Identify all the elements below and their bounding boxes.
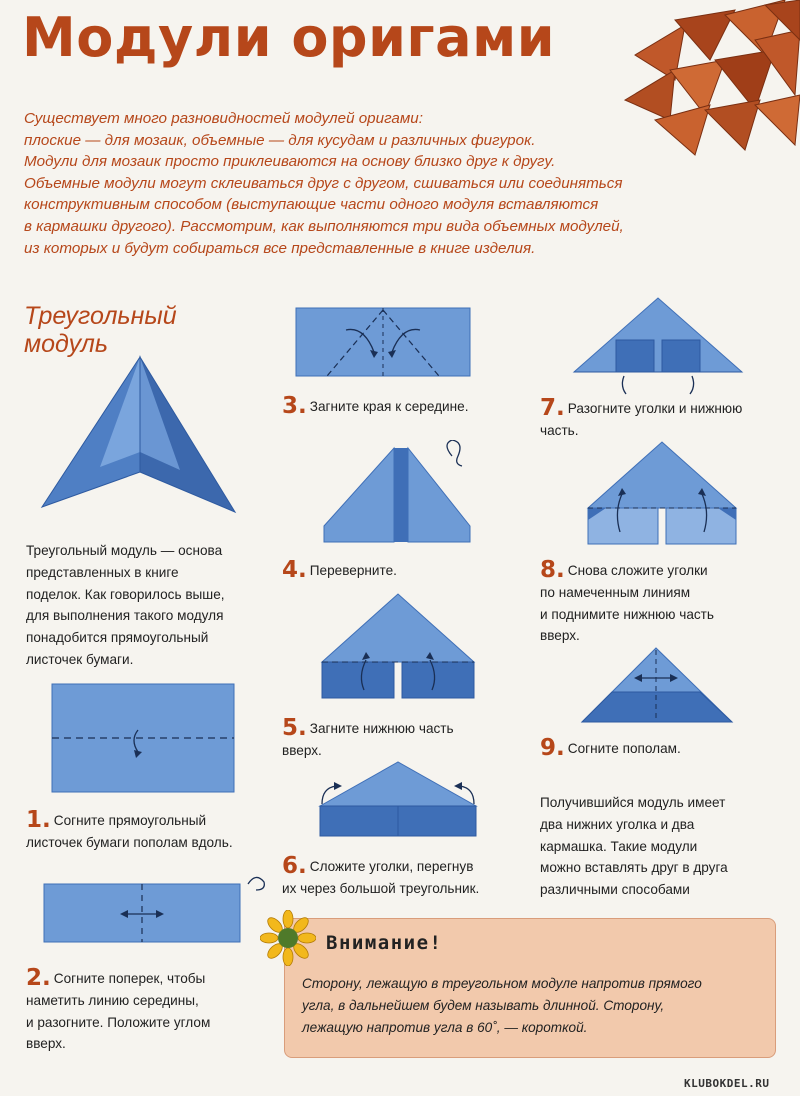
result-line: два нижних уголка и два: [540, 816, 695, 832]
step-line: Согните прямоугольный: [53, 813, 207, 828]
step-5-caption: [282, 715, 454, 762]
intro-line: Объемные модули могут склеиваться друг с другом, сшиваться или соединяться: [24, 174, 623, 192]
intro-line: в кармашки другого). Рассмотрим, как выполняются три вида объемных модулей,: [24, 217, 624, 235]
step-8-caption: [540, 557, 714, 647]
step-9-illustration: [578, 646, 738, 728]
step-number: 7.: [540, 395, 565, 421]
step-line: и поднимите нижнюю часть: [540, 606, 714, 622]
section-title-line: Треугольный: [24, 302, 177, 330]
result-line: Получившийся модуль имеет: [540, 795, 726, 810]
section-title: [24, 302, 177, 358]
result-paragraph: [540, 792, 728, 901]
step-line: вверх.: [540, 628, 580, 644]
unfold-arrow-icon: [622, 376, 626, 394]
step-line: Сложите уголки, перегнув: [309, 859, 474, 874]
step-line: листочек бумаги пополам вдоль.: [26, 834, 233, 850]
step-1-caption: [26, 807, 233, 854]
step-line: Загните нижнюю часть: [309, 721, 454, 736]
intro-paragraph: [24, 108, 704, 259]
result-line: различными способами: [540, 882, 690, 898]
sunflower-icon: [260, 910, 316, 966]
description-line: для выполнения такого модуля: [26, 608, 224, 624]
step-line: их через большой треугольник.: [282, 880, 480, 896]
warning-text: [302, 973, 762, 1039]
result-line: кармашка. Такие модули: [540, 838, 698, 854]
step-4-caption: [282, 557, 397, 583]
flip-over-icon: [447, 440, 462, 466]
section-description: [26, 540, 225, 671]
unfold-arrow-icon: [690, 376, 694, 394]
step-number: 3.: [282, 393, 307, 419]
step-line: Снова сложите уголки: [567, 563, 708, 578]
step-line: Разогните уголки и нижнюю: [567, 401, 743, 416]
description-line: Треугольный модуль — основа: [26, 543, 223, 558]
step-3-illustration: [294, 306, 474, 380]
page-title: Модули оригами: [22, 6, 556, 69]
step-1-illustration: [50, 682, 236, 794]
step-5-illustration: [320, 592, 480, 702]
step-6-illustration: [316, 760, 482, 840]
step-2-illustration: [40, 868, 270, 948]
step-number: 6.: [282, 853, 307, 879]
step-9-caption: [540, 735, 681, 761]
intro-line: Модули для мозаик просто приклеиваются на основу близко друг к другу.: [24, 153, 556, 171]
step-number: 4.: [282, 557, 307, 583]
step-number: 5.: [282, 715, 307, 741]
step-line: Согните поперек, чтобы: [53, 971, 206, 986]
intro-line: плоские — для мозаик, объемные — для кусудам и различных фигурок.: [24, 131, 536, 149]
step-line: Загните края к середине.: [309, 399, 469, 414]
step-number: 2.: [26, 965, 51, 991]
step-number: 9.: [540, 735, 565, 761]
warning-line: угла, в дальнейшем будем называть длинной. Сторону,: [302, 998, 665, 1013]
step-4-illustration: [318, 440, 488, 548]
step-line: Согните пополам.: [567, 741, 681, 756]
step-number: 1.: [26, 807, 51, 833]
step-7-caption: [540, 395, 743, 442]
rotate-icon: [248, 877, 264, 890]
warning-line: лежащую напротив угла в 60˚, — короткой.: [302, 1020, 588, 1035]
step-2-caption: [26, 965, 211, 1055]
warning-line: Сторону, лежащую в треугольном модуле напротив прямого: [302, 976, 702, 991]
intro-line: из которых и будут собираться все представленные в книге изделия.: [24, 239, 536, 257]
intro-line: Существует много разновидностей модулей оригами:: [24, 110, 423, 127]
step-line: вверх.: [282, 742, 322, 758]
step-line: наметить линию середины,: [26, 992, 199, 1008]
step-line: вверх.: [26, 1036, 66, 1052]
triangular-module-illustration: [40, 352, 240, 517]
warning-title: Внимание!: [326, 932, 443, 954]
step-line: и разогните. Положите углом: [26, 1014, 211, 1030]
watermark: KLUBOKDEL.RU: [684, 1077, 770, 1090]
step-number: 8.: [540, 557, 565, 583]
step-line: по намеченным линиям: [540, 584, 691, 600]
section-title-line: модуль: [24, 330, 109, 358]
description-line: поделок. Как говорилось выше,: [26, 586, 225, 602]
step-8-illustration: [584, 440, 744, 550]
step-7-illustration: [568, 296, 748, 396]
step-3-caption: [282, 393, 469, 419]
result-line: можно вставлять друг в друга: [540, 860, 728, 876]
step-line: часть.: [540, 422, 579, 438]
description-line: листочек бумаги.: [26, 651, 134, 667]
step-line: Переверните.: [309, 563, 397, 578]
step-6-caption: [282, 853, 480, 900]
description-line: представленных в книге: [26, 564, 179, 580]
description-line: понадобится прямоугольный: [26, 630, 209, 646]
intro-line: конструктивным способом (выступающие части одного модуля вставляются: [24, 196, 599, 214]
